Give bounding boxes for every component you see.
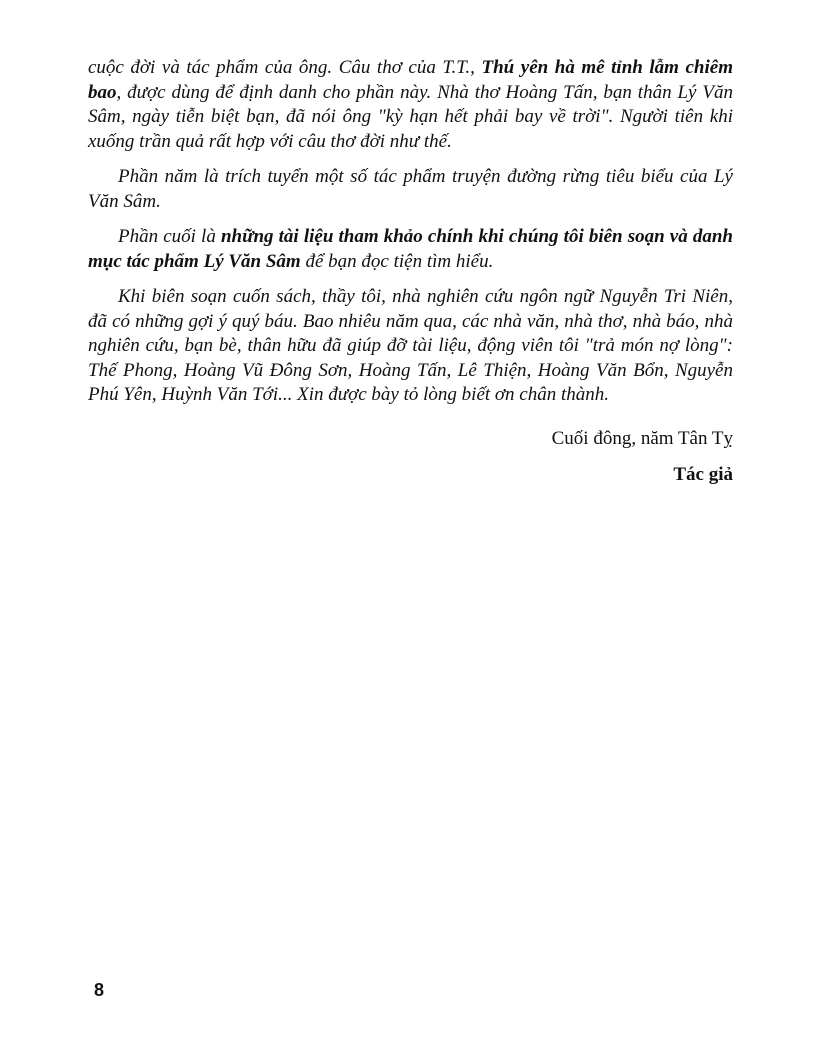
paragraph-1-text-c: , được dùng để định danh cho phần này. Nhà thơ Hoàng Tấn, bạn thân Lý Văn Sâm, ngày tiễn biệt bạn, đã nói ông "kỳ hạn hết phải bay về trời". Người tiên khi xuống trần quả rất hợp với câu thơ đời như thế. bbox=[88, 81, 733, 152]
paragraph-2: Phần năm là trích tuyển một số tác phẩm truyện đường rừng tiêu biểu của Lý Văn Sâm. bbox=[88, 166, 733, 212]
paragraph-3-text-c: để bạn đọc tiện tìm hiểu. bbox=[300, 250, 494, 272]
signoff-date: Cuối đông, năm Tân Tỵ bbox=[551, 427, 733, 449]
paragraph-3-text-a: Phần cuối là bbox=[118, 226, 221, 247]
author-signature: Tác giả bbox=[673, 463, 733, 485]
paragraph-3 bbox=[88, 225, 733, 274]
page-number: 8 bbox=[94, 980, 105, 1000]
paragraph-1-quoted-verse: Thú yên hà mê tỉnh lẫm chiêm bao bbox=[88, 57, 733, 103]
paragraph-4: Khi biên soạn cuốn sách, thầy tôi, nhà nghiên cứu ngôn ngữ Nguyễn Tri Niên, đã có những gợi ý quý báu. Bao nhiêu năm qua, các nhà văn, nhà thơ, nhà báo, nhà nghiên cứu, bạn bè, thân hữu đã giúp đỡ tài liệu, động viên tôi "trả món nợ lòng": Thế Phong, Hoàng Vũ Đông Sơn, Hoàng Tấn, Lê Thiện, Hoàng Văn Bổn, Nguyễn Phú Yên, Huỳnh Văn Tới... Xin được bày tỏ lòng biết ơn chân thành. bbox=[88, 286, 733, 405]
paragraph-1 bbox=[88, 56, 733, 154]
paragraph-1-text-a: cuộc đời và tác phẩm của ông. Câu thơ của T.T., bbox=[88, 57, 482, 78]
page-body bbox=[88, 56, 733, 487]
paragraph-3-bold-phrase: những tài liệu tham khảo chính khi chúng tôi biên soạn và danh mục tác phẩm Lý Văn Sâm bbox=[88, 226, 733, 272]
